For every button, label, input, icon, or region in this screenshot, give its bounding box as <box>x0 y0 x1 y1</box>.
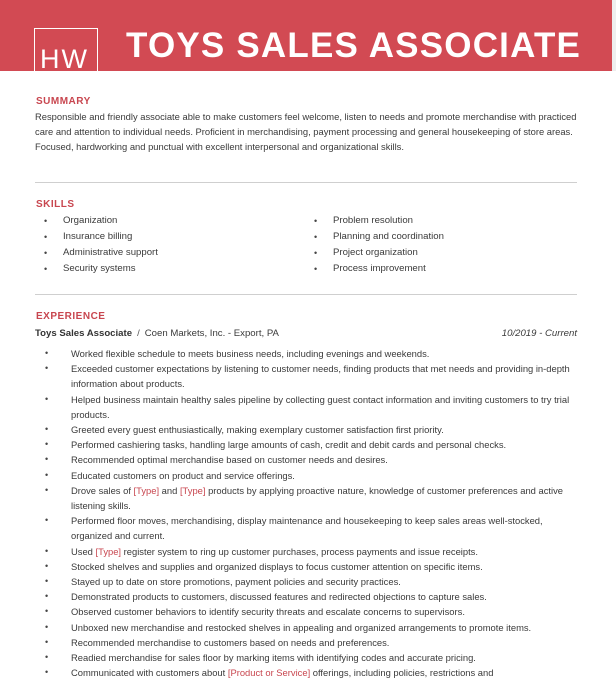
skill-item: • Project organization <box>306 245 444 261</box>
job-header <box>35 327 577 341</box>
job-bullet: • Performed floor moves, merchandising, display maintenance and housekeeping to keep sales areas well-stocked, organized and current. <box>35 513 577 543</box>
job-bullet: • Stayed up to date on store promotions, payment policies and security practices. <box>35 574 577 589</box>
job-title: Toys Sales Associate <box>35 328 133 339</box>
skill-item: • Process improvement <box>306 261 444 277</box>
skills-list-left <box>36 213 158 277</box>
job-bullet: • Used [Type] register system to ring up customer purchases, process payments and issue receipts. <box>35 544 577 559</box>
job-separator: / <box>137 328 140 339</box>
skills-list-right <box>306 213 444 277</box>
section-divider <box>35 294 577 295</box>
job-employer: Coen Markets, Inc. - Export, PA <box>144 328 279 339</box>
section-divider <box>35 182 577 183</box>
resume-title: TOYS SALES ASSOCIATE <box>126 26 582 65</box>
job-bullet: • Educated customers on product and service offerings. <box>35 468 577 483</box>
skill-item: • Insurance billing <box>36 229 158 245</box>
summary-heading: SUMMARY <box>36 96 91 107</box>
job-dates: 10/2019 - Current <box>501 328 577 339</box>
job-bullet: • Unboxed new merchandise and restocked shelves in appealing and organized arrangements to promote items. <box>35 620 577 635</box>
job-bullet-list <box>35 346 577 680</box>
header-banner <box>0 0 616 74</box>
job-bullet: • Helped business maintain healthy sales pipeline by collecting guest contact information and inviting customers to try trial products. <box>35 392 577 422</box>
job-bullet: • Demonstrated products to customers, discussed features and redirected objections to capture sales. <box>35 589 577 604</box>
experience-heading: EXPERIENCE <box>36 311 106 322</box>
placeholder-token: [Product or Service] <box>227 667 311 679</box>
job-bullet: • Exceeded customer expectations by listening to customer needs, finding products that met needs and providing in-depth information about products. <box>35 361 577 391</box>
job-bullet: • Observed customer behaviors to identify security threats and escalate concerns to supervisors. <box>35 604 577 619</box>
job-bullet: • Worked flexible schedule to meets business needs, including evenings and weekends. <box>35 346 577 361</box>
skill-item: • Organization <box>36 213 158 229</box>
skill-item: • Administrative support <box>36 245 158 261</box>
monogram-logo: HW <box>34 28 98 74</box>
placeholder-token: [Type] <box>95 545 122 557</box>
placeholder-token: [Type] <box>179 484 206 496</box>
summary-text: Responsible and friendly associate able to make customers feel welcome, listen to needs and promote merchandise with practiced care and attention to individual needs. Proficient in merchandising, payment processing and general housekeeping of store areas. Focused, hardworking and punctual with excellent interpersonal and organizational skills. <box>35 111 577 153</box>
job-bullet: • Communicated with customers about [Product or Service] offerings, including policies, restrictions and <box>35 665 577 680</box>
job-bullet: • Readied merchandise for sales floor by marking items with identifying codes and accurate pricing. <box>35 650 577 665</box>
job-bullet: • Stocked shelves and supplies and organized displays to focus customer attention on specific items. <box>35 559 577 574</box>
job-bullet: • Recommended merchandise to customers based on needs and preferences. <box>35 635 577 650</box>
skill-item: • Planning and coordination <box>306 229 444 245</box>
skill-item: • Security systems <box>36 261 158 277</box>
job-bullet: • Greeted every guest enthusiastically, making exemplary customer satisfaction first priority. <box>35 422 577 437</box>
job-bullet: • Recommended optimal merchandise based on customer needs and desires. <box>35 452 577 467</box>
skills-heading: SKILLS <box>36 199 75 210</box>
job-bullet: • Performed cashiering tasks, handling large amounts of cash, credit and debit cards and personal checks. <box>35 437 577 452</box>
job-bullet: • Drove sales of [Type] and [Type] products by applying proactive nature, knowledge of customer preferences and active listening skills. <box>35 483 577 513</box>
placeholder-token: [Type] <box>133 484 160 496</box>
skill-item: • Problem resolution <box>306 213 444 229</box>
